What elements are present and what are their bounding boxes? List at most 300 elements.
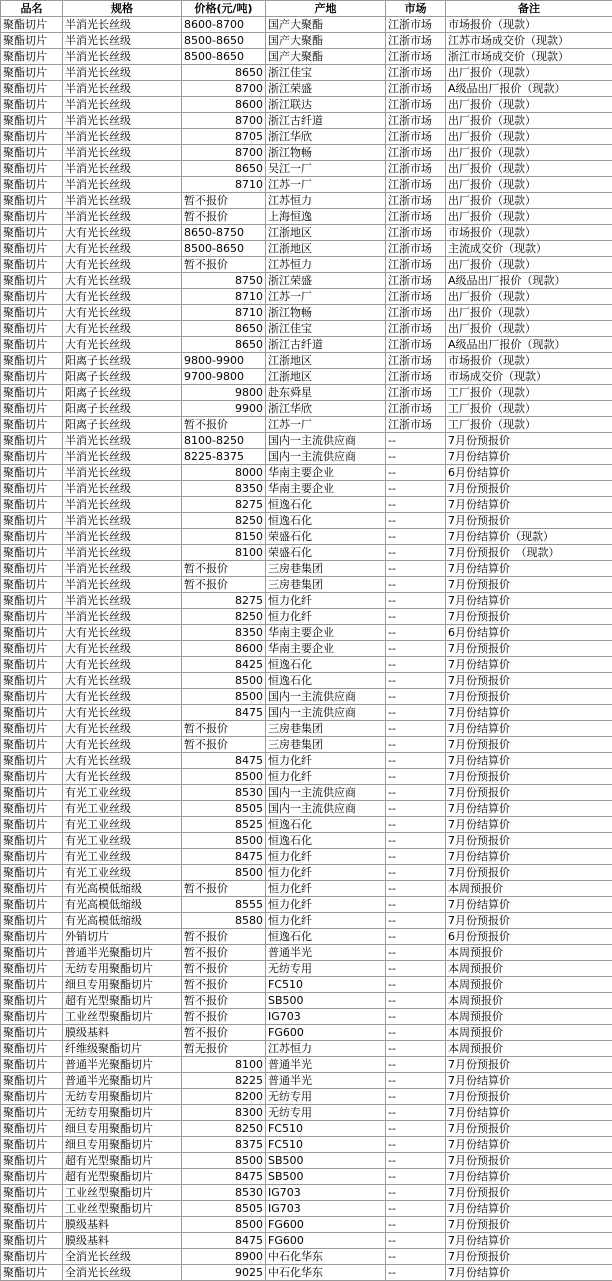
cell-remark: 出厂报价（现款） xyxy=(446,305,612,321)
cell-origin: 浙江佳宝 xyxy=(266,321,386,337)
cell-spec: 有光高模低缩级 xyxy=(63,913,182,929)
cell-price: 8500-8650 xyxy=(182,33,266,49)
col-header-product: 品名 xyxy=(1,1,63,17)
cell-origin: 浙江荣盛 xyxy=(266,273,386,289)
table-row xyxy=(1,193,612,209)
cell-price: 9800-9900 xyxy=(182,353,266,369)
cell-origin: IG703 xyxy=(266,1201,386,1217)
cell-product: 聚酯切片 xyxy=(1,769,63,785)
cell-spec: 无纺专用聚酯切片 xyxy=(63,1105,182,1121)
table-row xyxy=(1,513,612,529)
cell-remark: 7月份结算价 xyxy=(446,657,612,673)
table-row xyxy=(1,753,612,769)
cell-remark: 本周预报价 xyxy=(446,881,612,897)
cell-price: 8900 xyxy=(182,1249,266,1265)
cell-price: 8650 xyxy=(182,321,266,337)
cell-origin: 荣盛石化 xyxy=(266,545,386,561)
cell-product: 聚酯切片 xyxy=(1,1169,63,1185)
cell-origin: 浙江荣盛 xyxy=(266,81,386,97)
cell-price: 8425 xyxy=(182,657,266,673)
cell-market: -- xyxy=(386,993,446,1009)
cell-origin: 恒逸石化 xyxy=(266,657,386,673)
cell-spec: 半消光长丝级 xyxy=(63,529,182,545)
table-row xyxy=(1,33,612,49)
cell-origin: 国产大聚酯 xyxy=(266,49,386,65)
cell-price: 9900 xyxy=(182,401,266,417)
cell-price: 8700 xyxy=(182,145,266,161)
cell-price: 9025 xyxy=(182,1265,266,1281)
cell-price: 8100 xyxy=(182,545,266,561)
table-row xyxy=(1,81,612,97)
cell-origin: 赴东舜星 xyxy=(266,385,386,401)
cell-origin: 恒力化纤 xyxy=(266,881,386,897)
table-row xyxy=(1,993,612,1009)
cell-price: 8505 xyxy=(182,801,266,817)
cell-market: 江浙市场 xyxy=(386,337,446,353)
cell-product: 聚酯切片 xyxy=(1,977,63,993)
cell-price: 暂不报价 xyxy=(182,737,266,753)
cell-price: 8710 xyxy=(182,177,266,193)
cell-origin: SB500 xyxy=(266,993,386,1009)
cell-product: 聚酯切片 xyxy=(1,1137,63,1153)
cell-origin: 浙江华欣 xyxy=(266,401,386,417)
cell-origin: 江苏恒力 xyxy=(266,193,386,209)
cell-product: 聚酯切片 xyxy=(1,49,63,65)
cell-spec: 普通半光聚酯切片 xyxy=(63,1057,182,1073)
cell-product: 聚酯切片 xyxy=(1,641,63,657)
cell-origin: 恒力化纤 xyxy=(266,753,386,769)
cell-market: 江浙市场 xyxy=(386,289,446,305)
cell-origin: FC510 xyxy=(266,1121,386,1137)
table-row xyxy=(1,273,612,289)
cell-origin: 国内一主流供应商 xyxy=(266,801,386,817)
cell-price: 8275 xyxy=(182,593,266,609)
cell-market: 江浙市场 xyxy=(386,113,446,129)
cell-origin: FC510 xyxy=(266,977,386,993)
cell-price: 暂不报价 xyxy=(182,577,266,593)
cell-product: 聚酯切片 xyxy=(1,17,63,33)
cell-remark: 工厂报价（现款） xyxy=(446,417,612,433)
cell-spec: 半消光长丝级 xyxy=(63,465,182,481)
cell-spec: 半消光长丝级 xyxy=(63,33,182,49)
table-row xyxy=(1,641,612,657)
cell-spec: 外销切片 xyxy=(63,929,182,945)
table-row xyxy=(1,1153,612,1169)
cell-origin: 浙江华欣 xyxy=(266,129,386,145)
table-row xyxy=(1,609,612,625)
cell-remark: 本周预报价 xyxy=(446,977,612,993)
cell-remark: 7月份预报价 xyxy=(446,865,612,881)
cell-market: -- xyxy=(386,1233,446,1249)
cell-market: -- xyxy=(386,1089,446,1105)
cell-price: 暂不报价 xyxy=(182,561,266,577)
table-row xyxy=(1,769,612,785)
cell-spec: 膜级基料 xyxy=(63,1217,182,1233)
cell-product: 聚酯切片 xyxy=(1,225,63,241)
cell-spec: 工业丝型聚酯切片 xyxy=(63,1185,182,1201)
cell-remark: 6月份预报价 xyxy=(446,929,612,945)
cell-origin: 国产大聚酯 xyxy=(266,33,386,49)
cell-origin: 国内一主流供应商 xyxy=(266,689,386,705)
cell-product: 聚酯切片 xyxy=(1,401,63,417)
cell-remark: 7月份结算价 xyxy=(446,721,612,737)
cell-market: -- xyxy=(386,737,446,753)
cell-remark: 7月份预报价 xyxy=(446,513,612,529)
cell-remark: 7月份结算价 xyxy=(446,1233,612,1249)
table-row xyxy=(1,1041,612,1057)
table-row xyxy=(1,673,612,689)
table-row xyxy=(1,785,612,801)
cell-market: -- xyxy=(386,529,446,545)
cell-spec: 阳离子长丝级 xyxy=(63,353,182,369)
cell-price: 暂不报价 xyxy=(182,993,266,1009)
cell-origin: 恒逸石化 xyxy=(266,929,386,945)
cell-remark: A级品出厂报价（现款） xyxy=(446,337,612,353)
cell-origin: 中石化华东 xyxy=(266,1249,386,1265)
cell-origin: 华南主要企业 xyxy=(266,625,386,641)
cell-remark: 7月份预报价 xyxy=(446,481,612,497)
table-row xyxy=(1,865,612,881)
cell-product: 聚酯切片 xyxy=(1,1265,63,1281)
table-row xyxy=(1,49,612,65)
cell-market: -- xyxy=(386,977,446,993)
cell-remark: 7月份预报价 xyxy=(446,1121,612,1137)
table-row xyxy=(1,225,612,241)
table-row xyxy=(1,161,612,177)
cell-origin: 浙江物畅 xyxy=(266,145,386,161)
cell-spec: 大有光长丝级 xyxy=(63,769,182,785)
cell-price: 8500-8650 xyxy=(182,49,266,65)
cell-product: 聚酯切片 xyxy=(1,241,63,257)
cell-spec: 半消光长丝级 xyxy=(63,545,182,561)
table-row xyxy=(1,209,612,225)
cell-remark: 市场报价（现款） xyxy=(446,225,612,241)
cell-remark: 7月份预报价 xyxy=(446,1153,612,1169)
cell-price: 暂不报价 xyxy=(182,961,266,977)
cell-product: 聚酯切片 xyxy=(1,1233,63,1249)
table-row xyxy=(1,897,612,913)
cell-origin: 江浙地区 xyxy=(266,225,386,241)
table-row xyxy=(1,1089,612,1105)
cell-remark: 本周预报价 xyxy=(446,993,612,1009)
cell-remark: 本周预报价 xyxy=(446,1025,612,1041)
table-row xyxy=(1,561,612,577)
cell-remark: A级品出厂报价（现款） xyxy=(446,273,612,289)
table-row xyxy=(1,289,612,305)
cell-product: 聚酯切片 xyxy=(1,465,63,481)
cell-spec: 半消光长丝级 xyxy=(63,193,182,209)
cell-remark: 出厂报价（现款） xyxy=(446,289,612,305)
cell-market: -- xyxy=(386,849,446,865)
cell-product: 聚酯切片 xyxy=(1,289,63,305)
cell-spec: 超有光型聚酯切片 xyxy=(63,1153,182,1169)
cell-product: 聚酯切片 xyxy=(1,833,63,849)
cell-remark: 7月份结算价 xyxy=(446,1265,612,1281)
cell-price: 8600 xyxy=(182,97,266,113)
cell-product: 聚酯切片 xyxy=(1,1185,63,1201)
cell-market: 江浙市场 xyxy=(386,177,446,193)
table-body xyxy=(1,17,612,1281)
cell-origin: 中石化华东 xyxy=(266,1265,386,1281)
cell-market: -- xyxy=(386,481,446,497)
cell-market: -- xyxy=(386,721,446,737)
table-row xyxy=(1,929,612,945)
cell-spec: 工业丝型聚酯切片 xyxy=(63,1009,182,1025)
cell-market: -- xyxy=(386,705,446,721)
cell-market: -- xyxy=(386,1201,446,1217)
cell-price: 8700 xyxy=(182,81,266,97)
cell-remark: 7月份结算价 xyxy=(446,817,612,833)
cell-product: 聚酯切片 xyxy=(1,865,63,881)
cell-product: 聚酯切片 xyxy=(1,753,63,769)
cell-remark: 工厂报价（现款） xyxy=(446,385,612,401)
cell-spec: 大有光长丝级 xyxy=(63,289,182,305)
cell-spec: 半消光长丝级 xyxy=(63,177,182,193)
table-row xyxy=(1,961,612,977)
cell-origin: 普通半光 xyxy=(266,1057,386,1073)
cell-remark: 7月份结算价 xyxy=(446,449,612,465)
cell-market: -- xyxy=(386,625,446,641)
cell-origin: 江苏恒力 xyxy=(266,1041,386,1057)
cell-price: 8580 xyxy=(182,913,266,929)
cell-remark: 7月份预报价 xyxy=(446,1089,612,1105)
cell-product: 聚酯切片 xyxy=(1,785,63,801)
cell-price: 8475 xyxy=(182,1169,266,1185)
cell-spec: 有光工业丝级 xyxy=(63,785,182,801)
cell-market: -- xyxy=(386,1025,446,1041)
cell-market: -- xyxy=(386,945,446,961)
cell-remark: 7月份结算价 xyxy=(446,897,612,913)
cell-origin: 江苏恒力 xyxy=(266,257,386,273)
cell-product: 聚酯切片 xyxy=(1,113,63,129)
cell-price: 8530 xyxy=(182,1185,266,1201)
table-row xyxy=(1,625,612,641)
cell-product: 聚酯切片 xyxy=(1,161,63,177)
cell-market: -- xyxy=(386,929,446,945)
cell-price: 8710 xyxy=(182,289,266,305)
cell-spec: 工业丝型聚酯切片 xyxy=(63,1201,182,1217)
cell-spec: 大有光长丝级 xyxy=(63,721,182,737)
cell-spec: 细旦专用聚酯切片 xyxy=(63,977,182,993)
cell-price: 8100-8250 xyxy=(182,433,266,449)
cell-remark: 7月份预报价 xyxy=(446,737,612,753)
cell-product: 聚酯切片 xyxy=(1,145,63,161)
cell-spec: 半消光长丝级 xyxy=(63,145,182,161)
cell-price: 8250 xyxy=(182,513,266,529)
cell-origin: SB500 xyxy=(266,1153,386,1169)
table-row xyxy=(1,1057,612,1073)
table-row xyxy=(1,417,612,433)
cell-price: 8505 xyxy=(182,1201,266,1217)
cell-remark: 7月份结算价 xyxy=(446,753,612,769)
table-row xyxy=(1,449,612,465)
cell-remark: 7月份结算价 xyxy=(446,1073,612,1089)
cell-origin: 华南主要企业 xyxy=(266,641,386,657)
cell-origin: 江浙地区 xyxy=(266,353,386,369)
cell-remark: 出厂报价（现款） xyxy=(446,65,612,81)
cell-market: -- xyxy=(386,433,446,449)
cell-origin: SB500 xyxy=(266,1169,386,1185)
cell-market: 江浙市场 xyxy=(386,225,446,241)
cell-market: 江浙市场 xyxy=(386,417,446,433)
cell-origin: 国内一主流供应商 xyxy=(266,705,386,721)
cell-price: 暂不报价 xyxy=(182,929,266,945)
cell-market: -- xyxy=(386,833,446,849)
cell-product: 聚酯切片 xyxy=(1,417,63,433)
cell-remark: 出厂报价（现款） xyxy=(446,161,612,177)
cell-product: 聚酯切片 xyxy=(1,1249,63,1265)
cell-product: 聚酯切片 xyxy=(1,545,63,561)
cell-price: 8750 xyxy=(182,273,266,289)
cell-product: 聚酯切片 xyxy=(1,129,63,145)
cell-market: -- xyxy=(386,545,446,561)
cell-spec: 半消光长丝级 xyxy=(63,81,182,97)
cell-price: 8650 xyxy=(182,161,266,177)
cell-product: 聚酯切片 xyxy=(1,305,63,321)
cell-market: -- xyxy=(386,1153,446,1169)
cell-market: 江浙市场 xyxy=(386,49,446,65)
cell-spec: 半消光长丝级 xyxy=(63,129,182,145)
cell-product: 聚酯切片 xyxy=(1,273,63,289)
cell-origin: 江浙地区 xyxy=(266,369,386,385)
cell-price: 8250 xyxy=(182,609,266,625)
cell-market: 江浙市场 xyxy=(386,65,446,81)
table-row xyxy=(1,801,612,817)
table-row xyxy=(1,385,612,401)
cell-market: 江浙市场 xyxy=(386,193,446,209)
cell-product: 聚酯切片 xyxy=(1,321,63,337)
cell-remark: 7月份结算价 xyxy=(446,1201,612,1217)
cell-remark: 7月份结算价 xyxy=(446,1169,612,1185)
cell-market: -- xyxy=(386,1057,446,1073)
cell-price: 暂不报价 xyxy=(182,977,266,993)
cell-origin: 三房巷集团 xyxy=(266,721,386,737)
cell-product: 聚酯切片 xyxy=(1,609,63,625)
cell-product: 聚酯切片 xyxy=(1,97,63,113)
col-header-origin: 产地 xyxy=(266,1,386,17)
table-row xyxy=(1,305,612,321)
cell-price: 9700-9800 xyxy=(182,369,266,385)
cell-market: -- xyxy=(386,641,446,657)
cell-origin: 恒力化纤 xyxy=(266,913,386,929)
cell-product: 聚酯切片 xyxy=(1,337,63,353)
cell-remark: 6月份结算价 xyxy=(446,625,612,641)
cell-origin: FG600 xyxy=(266,1233,386,1249)
cell-market: 江浙市场 xyxy=(386,129,446,145)
cell-price: 8225 xyxy=(182,1073,266,1089)
cell-spec: 全消光长丝级 xyxy=(63,1265,182,1281)
table-row xyxy=(1,977,612,993)
cell-spec: 半消光长丝级 xyxy=(63,65,182,81)
table-row xyxy=(1,1185,612,1201)
cell-remark: 7月份预报价 （现款） xyxy=(446,545,612,561)
table-row xyxy=(1,145,612,161)
cell-remark: A级品出厂报价（现款） xyxy=(446,81,612,97)
cell-spec: 大有光长丝级 xyxy=(63,257,182,273)
cell-market: -- xyxy=(386,1137,446,1153)
cell-product: 聚酯切片 xyxy=(1,993,63,1009)
table-row xyxy=(1,17,612,33)
cell-price: 8475 xyxy=(182,753,266,769)
cell-market: 江浙市场 xyxy=(386,369,446,385)
cell-product: 聚酯切片 xyxy=(1,561,63,577)
cell-origin: 江苏一厂 xyxy=(266,177,386,193)
cell-spec: 大有光长丝级 xyxy=(63,641,182,657)
cell-price: 暂不报价 xyxy=(182,945,266,961)
cell-spec: 半消光长丝级 xyxy=(63,97,182,113)
cell-origin: 浙江佳宝 xyxy=(266,65,386,81)
cell-spec: 超有光型聚酯切片 xyxy=(63,1169,182,1185)
cell-origin: 江浙地区 xyxy=(266,241,386,257)
cell-market: -- xyxy=(386,913,446,929)
cell-origin: 江苏一厂 xyxy=(266,289,386,305)
cell-spec: 大有光长丝级 xyxy=(63,241,182,257)
cell-price: 8700 xyxy=(182,113,266,129)
cell-spec: 大有光长丝级 xyxy=(63,625,182,641)
cell-price: 8500 xyxy=(182,833,266,849)
cell-price: 8500 xyxy=(182,689,266,705)
cell-market: -- xyxy=(386,1265,446,1281)
cell-product: 聚酯切片 xyxy=(1,1217,63,1233)
cell-spec: 半消光长丝级 xyxy=(63,209,182,225)
cell-spec: 有光工业丝级 xyxy=(63,833,182,849)
cell-product: 聚酯切片 xyxy=(1,689,63,705)
cell-product: 聚酯切片 xyxy=(1,817,63,833)
cell-remark: 7月份结算价 xyxy=(446,561,612,577)
cell-market: 江浙市场 xyxy=(386,33,446,49)
cell-remark: 7月份结算价 xyxy=(446,1105,612,1121)
table-row xyxy=(1,401,612,417)
cell-origin: 三房巷集团 xyxy=(266,577,386,593)
cell-origin: FG600 xyxy=(266,1025,386,1041)
cell-remark: 7月份预报价 xyxy=(446,833,612,849)
cell-spec: 细旦专用聚酯切片 xyxy=(63,1121,182,1137)
cell-price: 8500 xyxy=(182,1217,266,1233)
cell-price: 暂不报价 xyxy=(182,721,266,737)
table-row xyxy=(1,721,612,737)
cell-origin: 恒力化纤 xyxy=(266,865,386,881)
header-row xyxy=(1,1,612,17)
cell-market: 江浙市场 xyxy=(386,17,446,33)
cell-origin: 恒力化纤 xyxy=(266,609,386,625)
table-row xyxy=(1,1025,612,1041)
cell-spec: 有光高模低缩级 xyxy=(63,881,182,897)
cell-remark: 7月份结算价 xyxy=(446,705,612,721)
table-row xyxy=(1,945,612,961)
cell-product: 聚酯切片 xyxy=(1,1009,63,1025)
cell-market: 江浙市场 xyxy=(386,273,446,289)
cell-spec: 膜级基料 xyxy=(63,1025,182,1041)
cell-product: 聚酯切片 xyxy=(1,65,63,81)
cell-origin: 恒逸石化 xyxy=(266,833,386,849)
cell-spec: 阳离子长丝级 xyxy=(63,401,182,417)
cell-market: -- xyxy=(386,449,446,465)
cell-origin: 普通半光 xyxy=(266,1073,386,1089)
cell-market: -- xyxy=(386,689,446,705)
table-row xyxy=(1,1169,612,1185)
cell-origin: 国内一主流供应商 xyxy=(266,433,386,449)
cell-price: 8350 xyxy=(182,481,266,497)
cell-price: 8300 xyxy=(182,1105,266,1121)
cell-price: 8650 xyxy=(182,337,266,353)
cell-price: 暂不报价 xyxy=(182,417,266,433)
cell-remark: 7月份结算价（现款） xyxy=(446,529,612,545)
cell-price: 8705 xyxy=(182,129,266,145)
cell-product: 聚酯切片 xyxy=(1,369,63,385)
cell-spec: 半消光长丝级 xyxy=(63,609,182,625)
table-row xyxy=(1,881,612,897)
cell-product: 聚酯切片 xyxy=(1,81,63,97)
